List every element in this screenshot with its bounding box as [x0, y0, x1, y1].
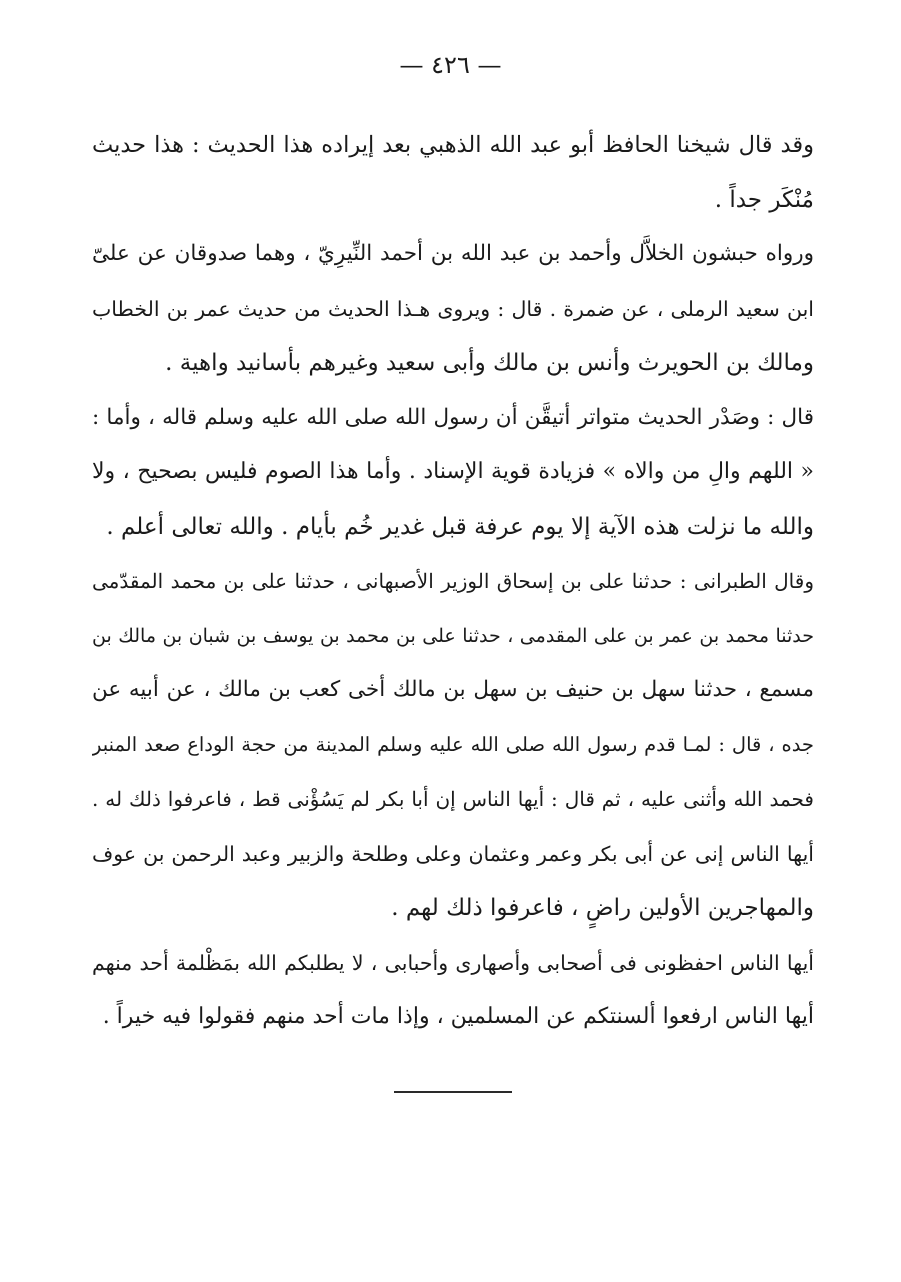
text-line: والله ما نزلت هذه الآية إلا يوم عرفة قبل غدير خُم بأيام . والله تعالى أعلم . [106, 513, 814, 540]
text-line: « اللهم والِ من والاه » فزيادة قوية الإسناد . وأما هذا الصوم فليس بصحيح ، ولا [92, 459, 814, 484]
text-line: فحمد الله وأثنى عليه ، ثم قال : أيها الناس إن أبا بكر لم يَسُؤْنى قط ، فاعرفوا ذلك له . [92, 787, 814, 811]
end-separator-rule [394, 1091, 512, 1093]
text-line: مُنْكَر جداً . [714, 186, 814, 213]
text-line: أيها الناس ارفعوا ألسنتكم عن المسلمين ، وإذا مات أحد منهم فقولوا فيه خيراً . [102, 1004, 814, 1029]
text-line: ومالك بن الحويرث وأنس بن مالك وأبى سعيد وغيرهم بأسانيد واهية . [165, 350, 814, 376]
text-line: وقد قال شيخنا الحافظ أبو عبد الله الذهبي بعد إيراده هذا الحديث : هذا حديث [92, 132, 814, 158]
text-line: قال : وصَدْر الحديث متواتر أتيقَّن أن رسول الله صلى الله عليه وسلم قاله ، وأما : [92, 404, 814, 430]
paragraph-5 [92, 936, 814, 1045]
text-line: جده ، قال : لمـا قدم رسول الله صلى الله عليه وسلم المدينة من حجة الوداع صعد المنبر [92, 732, 814, 756]
text-line: والمهاجرين الأولين راضٍ ، فاعرفوا ذلك لهم . [391, 895, 814, 921]
text-line: أيها الناس احفظونى فى أصحابى وأصهارى وأحبابى ، لا يطلبكم الله بمَظْلمة أحد منهم [92, 950, 814, 975]
paragraph-2 [92, 227, 814, 391]
paragraph-4 [92, 554, 814, 936]
text-line: ابن سعيد الرملى ، عن ضمرة . قال : ويروى هـذا الحديث من حديث عمر بن الخطاب [92, 296, 814, 321]
body-text [92, 118, 814, 1045]
text-line: ورواه حبشون الخلاَّل وأحمد بن عبد الله بن أحمد النِّيرِيّ ، وهما صدوقان عن علىّ [92, 241, 814, 266]
paragraph-1 [92, 118, 814, 227]
text-line: أيها الناس إنى عن أبى بكر وعمر وعثمان وعلى وطلحة والزبير وعبد الرحمن بن عوف [92, 841, 814, 866]
paragraph-3 [92, 391, 814, 555]
text-line: حدثنا محمد بن عمر بن على المقدمى ، حدثنا على بن محمد بن يوسف بن شبان بن مالك بن [92, 624, 814, 647]
text-line: مسمع ، حدثنا سهل بن حنيف بن سهل بن مالك أخى كعب بن مالك ، عن أبيه عن [92, 677, 814, 702]
page-number: — ٤٢٦ — [399, 51, 502, 79]
text-line: وقال الطبرانى : حدثنا على بن إسحاق الوزير الأصبهانى ، حدثنا على بن محمد المقدّمى [92, 569, 814, 593]
